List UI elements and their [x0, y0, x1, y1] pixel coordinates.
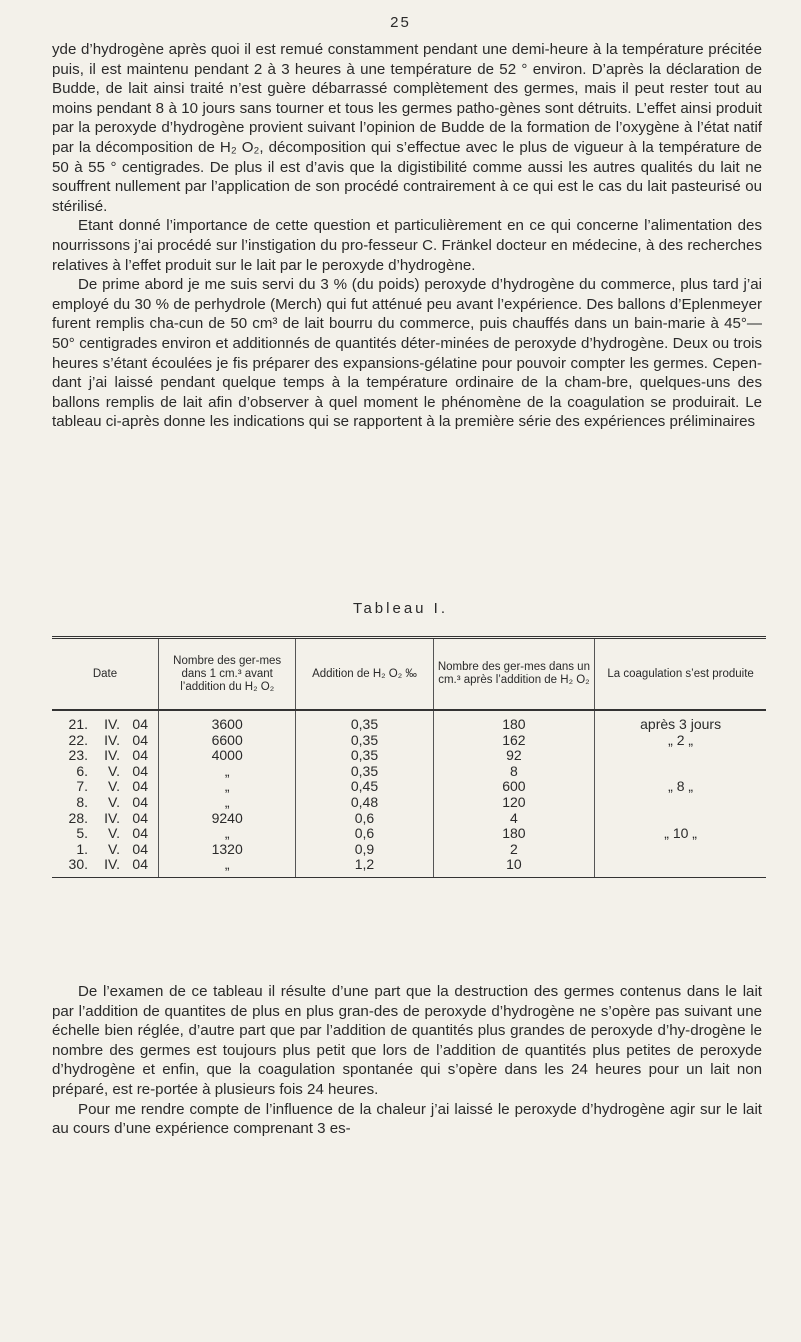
date-day: 8.: [76, 793, 88, 810]
header-germs-after: Nombre des ger-mes dans un cm.³ après l’addition de H₂ O₂: [433, 638, 595, 711]
date-month: V.: [108, 762, 120, 779]
table-row: [52, 842, 766, 858]
cell-germs-after: 180: [433, 826, 595, 842]
cell-date: [52, 733, 159, 749]
header-date: Date: [52, 638, 159, 711]
cell-germs-before: 3600: [159, 710, 296, 733]
cell-addition: 0,35: [296, 764, 433, 780]
date-year: 04: [132, 856, 148, 873]
cell-date: [52, 748, 159, 764]
cell-germs-after: 600: [433, 779, 595, 795]
cell-addition: 0,6: [296, 811, 433, 827]
header-coagulation: La coagulation s’est produite: [595, 638, 766, 711]
cell-coagulation: [595, 811, 766, 827]
date-year: 04: [132, 793, 148, 810]
date-month: V.: [108, 778, 120, 795]
cell-coagulation: [595, 764, 766, 780]
table-row: [52, 857, 766, 877]
date-day: 22.: [68, 731, 88, 748]
header-addition: Addition de H₂ O₂ ‰: [296, 638, 433, 711]
date-year: 04: [132, 747, 148, 764]
cell-germs-before: 6600: [159, 733, 296, 749]
cell-addition: 0,9: [296, 842, 433, 858]
cell-coagulation: [595, 857, 766, 877]
data-table: [52, 636, 766, 878]
date-year: 04: [132, 731, 148, 748]
date-day: 1.: [76, 840, 88, 857]
cell-germs-after: 10: [433, 857, 595, 877]
cell-addition: 0,6: [296, 826, 433, 842]
cell-date: [52, 826, 159, 842]
cell-germs-after: 162: [433, 733, 595, 749]
cell-germs-before: 9240: [159, 811, 296, 827]
paragraph: De prime abord je me suis servi du 3 % (du poids) peroxyde d’hydrogène du commerce, plus tard j’ai employé du 30 % de perhydrole (Merch) qui fut atténué peu avant l’expérience. Des ballons d’Eplenmeyer furent remplis cha-cun de 50 cm³ de lait bourru du commerce, puis chauffés dans un bain-marie à 45°—50° centigrades environ et additionnés de quantités déter-minées de peroxyde d’hydrogène. Deux ou trois heures s’étant écoulées je fis préparer des expansions-gélatine pour pouvoir compter les germes. Cepen-dant j’ai laissé pendant quelque temps à la température ordinaire de la cham-bre, quelques-uns des ballons remplis de lait afin d’observer à quel moment le phénomène de la coagulation se produirait. Le tableau ci-après donne les indications qui se rapportent à la première série des expériences préliminaires: [52, 276, 762, 431]
cell-addition: 0,45: [296, 779, 433, 795]
date-day: 5.: [76, 825, 88, 842]
table-row: [52, 811, 766, 827]
date-month: IV.: [104, 856, 120, 873]
cell-germs-before: „: [159, 826, 296, 842]
cell-germs-after: 8: [433, 764, 595, 780]
cell-date: [52, 857, 159, 877]
cell-coagulation: après 3 jours: [595, 710, 766, 733]
date-month: V.: [108, 825, 120, 842]
date-month: V.: [108, 793, 120, 810]
table-header-row: [52, 638, 766, 711]
paragraph: yde d’hydrogène après quoi il est remué constamment pendant une demi-heure à la température précitée puis, il est maintenu pendant 2 à 3 heures à une température de 52 ° environ. D’après la déclaration de Budde, de lait ainsi traité n’est guère débarrassé complètement des germes, mais il peut rester tout au moins pendant 8 à 10 jours sans tourner et tous les germes patho-gènes sont détruits. L’effet ainsi produit par la peroxyde d’hydrogène provient suivant l’opinion de Budde de la formation de l’oxygène à l’état natif par la décomposition de H₂ O₂, décomposition qui s’effectue avec le plus de vigueur à la température de 50 à 55 ° centigrades. De plus il est d’avis que la digistibilité comme aussi les autres qualités du lait ne souffrent nullement par l’application de son procédé contrairement à ce qui est le cas du lait pasteurisé ou stérilisé.: [52, 41, 762, 215]
table-title: Tableau I.: [352, 600, 449, 617]
cell-date: [52, 779, 159, 795]
cell-date: [52, 795, 159, 811]
cell-coagulation: „ 2 „: [595, 733, 766, 749]
date-year: 04: [132, 716, 148, 732]
cell-date: [52, 842, 159, 858]
cell-addition: 0,35: [296, 733, 433, 749]
cell-coagulation: [595, 842, 766, 858]
date-year: 04: [132, 762, 148, 779]
date-day: 23.: [68, 747, 88, 764]
date-day: 21.: [68, 716, 88, 732]
page-number: 25: [390, 14, 411, 31]
date-month: V.: [108, 840, 120, 857]
cell-germs-after: 92: [433, 748, 595, 764]
date-month: IV.: [104, 747, 120, 764]
cell-germs-before: „: [159, 764, 296, 780]
cell-addition: 0,35: [296, 710, 433, 733]
paragraph: Etant donné l’importance de cette question et particulièrement en ce qui concerne l’alimentation des nourrissons j’ai procédé sur l’instigation du pro-fesseur C. Fränkel docteur en médecine, à des recherches relatives à l’effet produit sur le lait par le peroxyde d’hydrogène.: [52, 217, 762, 274]
table-row: [52, 733, 766, 749]
date-year: 04: [132, 825, 148, 842]
date-month: IV.: [104, 731, 120, 748]
cell-germs-after: 180: [433, 710, 595, 733]
paragraph: Pour me rendre compte de l’influence de la chaleur j’ai laissé le peroxyde d’hydrogène agir sur le lait au cours d’une expérience comprenant 3 es-: [52, 1100, 762, 1138]
cell-addition: 0,48: [296, 795, 433, 811]
cell-germs-after: 120: [433, 795, 595, 811]
table-row: [52, 710, 766, 733]
cell-date: [52, 710, 159, 733]
date-month: IV.: [104, 809, 120, 826]
cell-germs-before: „: [159, 795, 296, 811]
cell-coagulation: [595, 748, 766, 764]
table-row: [52, 764, 766, 780]
date-day: 28.: [68, 809, 88, 826]
cell-date: [52, 764, 159, 780]
cell-addition: 0,35: [296, 748, 433, 764]
date-day: 30.: [68, 856, 88, 873]
date-year: 04: [132, 809, 148, 826]
conclusion-text: [52, 982, 762, 1139]
cell-germs-before: „: [159, 857, 296, 877]
cell-coagulation: „ 10 „: [595, 826, 766, 842]
date-day: 6.: [76, 762, 88, 779]
cell-germs-before: 1320: [159, 842, 296, 858]
cell-coagulation: [595, 795, 766, 811]
cell-germs-after: 4: [433, 811, 595, 827]
cell-germs-after: 2: [433, 842, 595, 858]
cell-germs-before: 4000: [159, 748, 296, 764]
header-germs-before: Nombre des ger-mes dans 1 cm.³ avant l’addition du H₂ O₂: [159, 638, 296, 711]
paragraph: De l’examen de ce tableau il résulte d’une part que la destruction des germes contenus dans le lait par l’addition de quantites de plus en plus gran-des de peroxyde d’hydrogène ne s’opère pas suivant une échelle bien réglée, d’autre part que par l’addition de quantités plus grandes de peroxyde d’hy-drogène le nombre des germes est toujours plus petit que lors de l’addition de quantités plus petites de peroxyde d’hydrogène et enfin, que la coagulation spontanée qui s’opère dans les 24 heures pour un lait non préparé, est re-portée à plusieurs fois 24 heures.: [52, 983, 762, 1098]
cell-date: [52, 811, 159, 827]
cell-coagulation: „ 8 „: [595, 779, 766, 795]
cell-addition: 1,2: [296, 857, 433, 877]
table-row: [52, 779, 766, 795]
date-month: IV.: [104, 716, 120, 732]
intro-text: [52, 40, 762, 432]
date-year: 04: [132, 778, 148, 795]
table-row: [52, 795, 766, 811]
cell-germs-before: „: [159, 779, 296, 795]
table-row: [52, 826, 766, 842]
date-day: 7.: [76, 778, 88, 795]
date-year: 04: [132, 840, 148, 857]
data-table-wrapper: [52, 636, 766, 878]
table-row: [52, 748, 766, 764]
